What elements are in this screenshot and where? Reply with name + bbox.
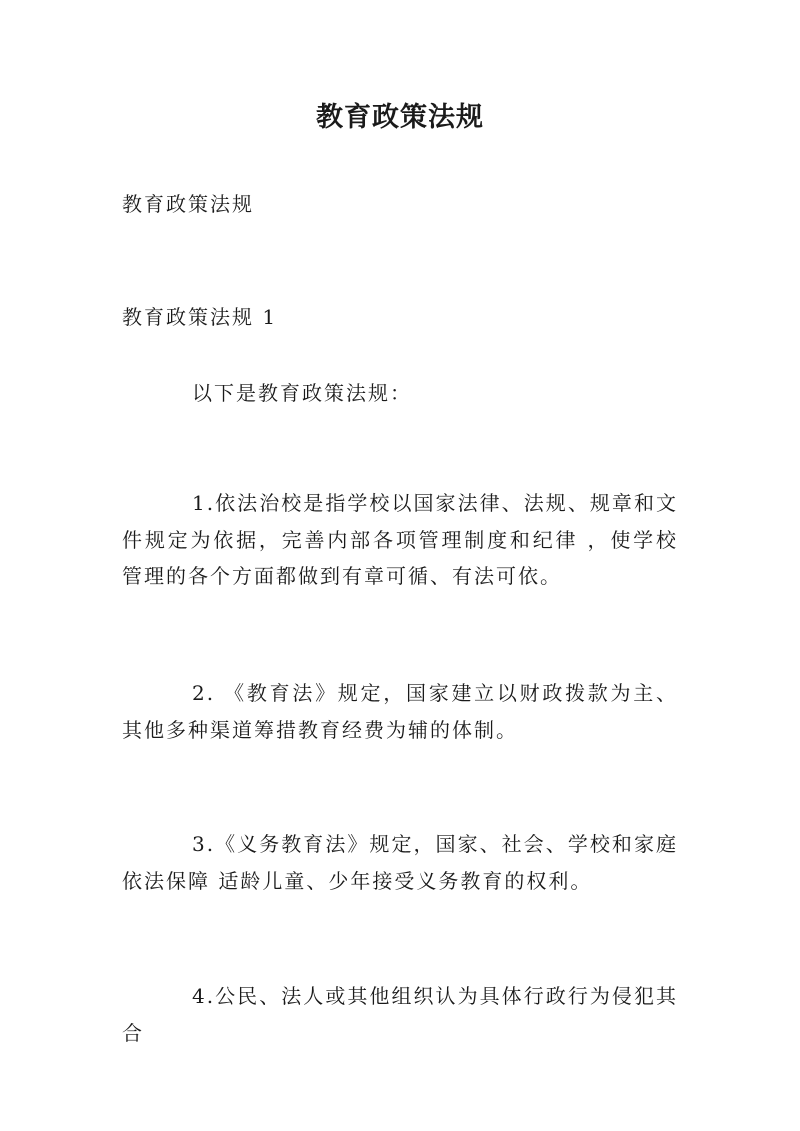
- paragraph-4: 4.公民、法人或其他组织认为具体行政行为侵犯其合: [122, 984, 678, 1045]
- section-heading: 教育政策法规 1: [122, 305, 278, 329]
- paragraph-3: 3.《义务教育法》规定，国家、社会、学校和家庭依法保障 适龄儿童、少年接受义务教育的权利。: [122, 832, 678, 893]
- document-subtitle: 教育政策法规: [122, 192, 254, 216]
- paragraph-1: 1.依法治校是指学校以国家法律、法规、规章和文件规定为依据，完善内部各项管理制度和纪律 ，使学校管理的各个方面都做到有章可循、有法可依。: [122, 491, 678, 588]
- document-title: 教育政策法规: [316, 102, 484, 133]
- paragraph-2: 2. 《教育法》规定，国家建立以财政拨款为主、其他多种渠道筹措教育经费为辅的体制。: [122, 681, 678, 742]
- intro-line: 以下是教育政策法规：: [192, 381, 412, 405]
